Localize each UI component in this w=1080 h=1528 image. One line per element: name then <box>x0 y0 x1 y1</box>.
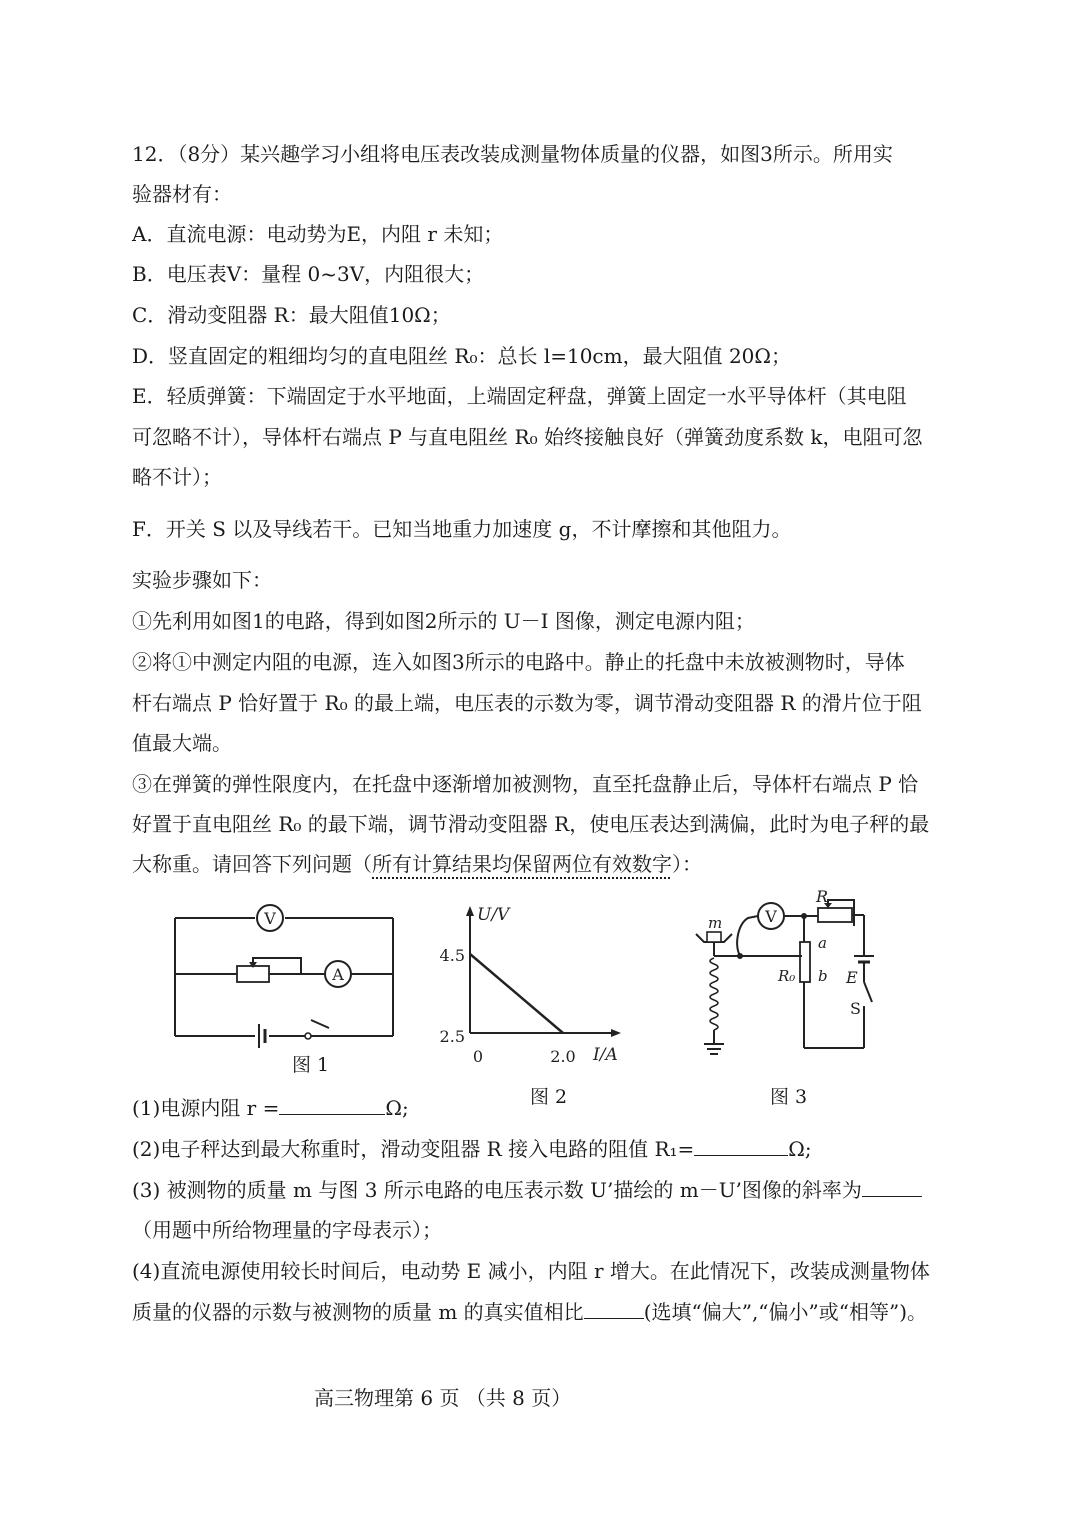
question-intro-line-2: 验器材有： <box>132 182 232 206</box>
item-a: A．直流电源：电动势为E，内阻 r 未知； <box>132 222 504 246</box>
u-i-line <box>470 954 563 1033</box>
x-tick-2-0: 2.0 <box>550 1047 576 1066</box>
step-3-line-3 <box>132 850 952 878</box>
fig3-voltmeter-label: V <box>765 907 777 926</box>
fig3-r0-label: R₀ <box>778 967 796 985</box>
switch-contact-icon <box>305 1033 311 1039</box>
item-b: B．电压表V：量程 0~3V，内阻很大； <box>132 262 485 286</box>
step-2-line-3: 值最大端。 <box>132 731 232 755</box>
x-axis-arrow-icon <box>611 1029 621 1037</box>
step-1: ①先利用如图1的电路，得到如图2所示的 U－I 图像，测定电源内阻； <box>132 609 755 633</box>
fig3-mass-label: m <box>708 914 723 932</box>
y-axis-label: U/V <box>477 905 510 925</box>
junction-dot-icon-2 <box>801 913 807 919</box>
question-3-text: (3) 被测物的质量 m 与图 3 所示电路的电压表示数 U’描绘的 m－U’图像的斜率为 <box>132 1178 862 1202</box>
item-c: C．滑动变阻器 R：最大阻值10Ω； <box>132 303 451 327</box>
figure-3-caption: 图 3 <box>770 1086 808 1108</box>
question-4-text: 质量的仪器的示数与被测物的质量 m 的真实值相比 <box>132 1300 584 1324</box>
page-footer: 高三物理第 6 页 （共 8 页） <box>314 1386 572 1410</box>
question-1 <box>132 1094 952 1122</box>
step-3-emphasis: 所有计算结果均保留两位有效数字 <box>372 852 672 876</box>
step-3-line-2: 好置于直电阻丝 R₀ 的最下端，调节滑动变阻器 R，使电压表达到满偏，此时为电子秤的最 <box>132 812 930 836</box>
fig3-switch-label: S <box>850 999 861 1018</box>
y-tick-4-5: 4.5 <box>439 946 465 965</box>
fig1-voltmeter-label: V <box>264 909 276 928</box>
figure-1-caption: 图 1 <box>292 1054 330 1076</box>
item-f: F．开关 S 以及导线若干。已知当地重力加速度 g，不计摩擦和其他阻力。 <box>132 517 792 541</box>
y-axis-arrow-icon <box>466 906 474 916</box>
step-3-text-c: ）： <box>672 852 702 876</box>
answer-2-blank[interactable] <box>694 1135 788 1156</box>
y-tick-2-5: 2.5 <box>439 1027 465 1046</box>
fig3-point-b: b <box>818 967 828 985</box>
item-e-line-1: E．轻质弹簧：下端固定于水平地面，上端固定秤盘，弹簧上固定一水平导体杆（其电阻 <box>132 384 907 408</box>
figure-1-circuit <box>165 898 405 1058</box>
figure-2-caption: 图 2 <box>530 1086 568 1108</box>
steps-title: 实验步骤如下： <box>132 568 272 592</box>
question-4-line-1: (4)直流电源使用较长时间后，电动势 E 减小，内阻 r 增大。在此情况下，改装成测量物体 <box>132 1259 930 1283</box>
step-2-line-2: 杆右端点 P 恰好置于 R₀ 的最上端，电压表的示数为零，调节滑动变阻器 R 的滑片位于阻 <box>132 691 922 715</box>
step-2-line-1: ②将①中测定内阻的电源，连入如图3所示的电路中。静止的托盘中未放被测物时，导体 <box>132 650 905 674</box>
item-e-line-2: 可忽略不计），导体杆右端点 P 与直电阻丝 R₀ 始终接触良好（弹簧劲度系数 k，电阻可忽 <box>132 425 923 449</box>
question-4-options: (选填“偏大”,“偏小”或“相等”)。 <box>643 1300 927 1324</box>
answer-3-blank[interactable] <box>862 1176 922 1197</box>
question-2 <box>132 1135 952 1163</box>
question-3-line-1 <box>132 1176 952 1204</box>
slider-arrow-icon <box>249 962 257 968</box>
item-e-line-3: 略不计）； <box>132 465 222 489</box>
step-3-text-a: 大称重。请回答下列问题（ <box>132 852 372 876</box>
answer-1-blank[interactable] <box>279 1094 385 1115</box>
fig3-point-a: a <box>818 934 827 952</box>
figure-3-circuit <box>690 886 890 1066</box>
question-3-line-2: （用题中所给物理量的字母表示）； <box>132 1218 442 1242</box>
fig1-ammeter-label: A <box>332 965 344 984</box>
answer-4-blank[interactable] <box>584 1298 644 1319</box>
fig3-emf-label: E <box>846 968 858 987</box>
figure-2-chart <box>425 898 635 1078</box>
question-1-text: (1)电源内阻 r = <box>132 1096 280 1120</box>
x-axis-label: I/A <box>593 1045 618 1065</box>
junction-dot-icon <box>737 953 743 959</box>
question-1-unit: Ω; <box>385 1096 409 1120</box>
question-intro-line-1: 12．（8分）某兴趣学习小组将电压表改装成测量物体质量的仪器，如图3所示。所用实 <box>132 142 893 166</box>
x-tick-0: 0 <box>472 1047 484 1066</box>
item-d: D．竖直固定的粗细均匀的直电阻丝 R₀：总长 l=10cm，最大阻值 20Ω； <box>132 344 791 368</box>
fig3-rheostat-label: R <box>816 887 829 906</box>
question-2-text: (2)电子秤达到最大称重时，滑动变阻器 R 接入电路的阻值 R₁= <box>132 1137 695 1161</box>
mass-block-icon <box>707 932 721 942</box>
question-4-line-2 <box>132 1298 952 1326</box>
step-3-line-1: ③在弹簧的弹性限度内，在托盘中逐渐增加被测物，直至托盘静止后，导体杆右端点 P 恰 <box>132 772 919 796</box>
question-2-unit: Ω; <box>788 1137 812 1161</box>
